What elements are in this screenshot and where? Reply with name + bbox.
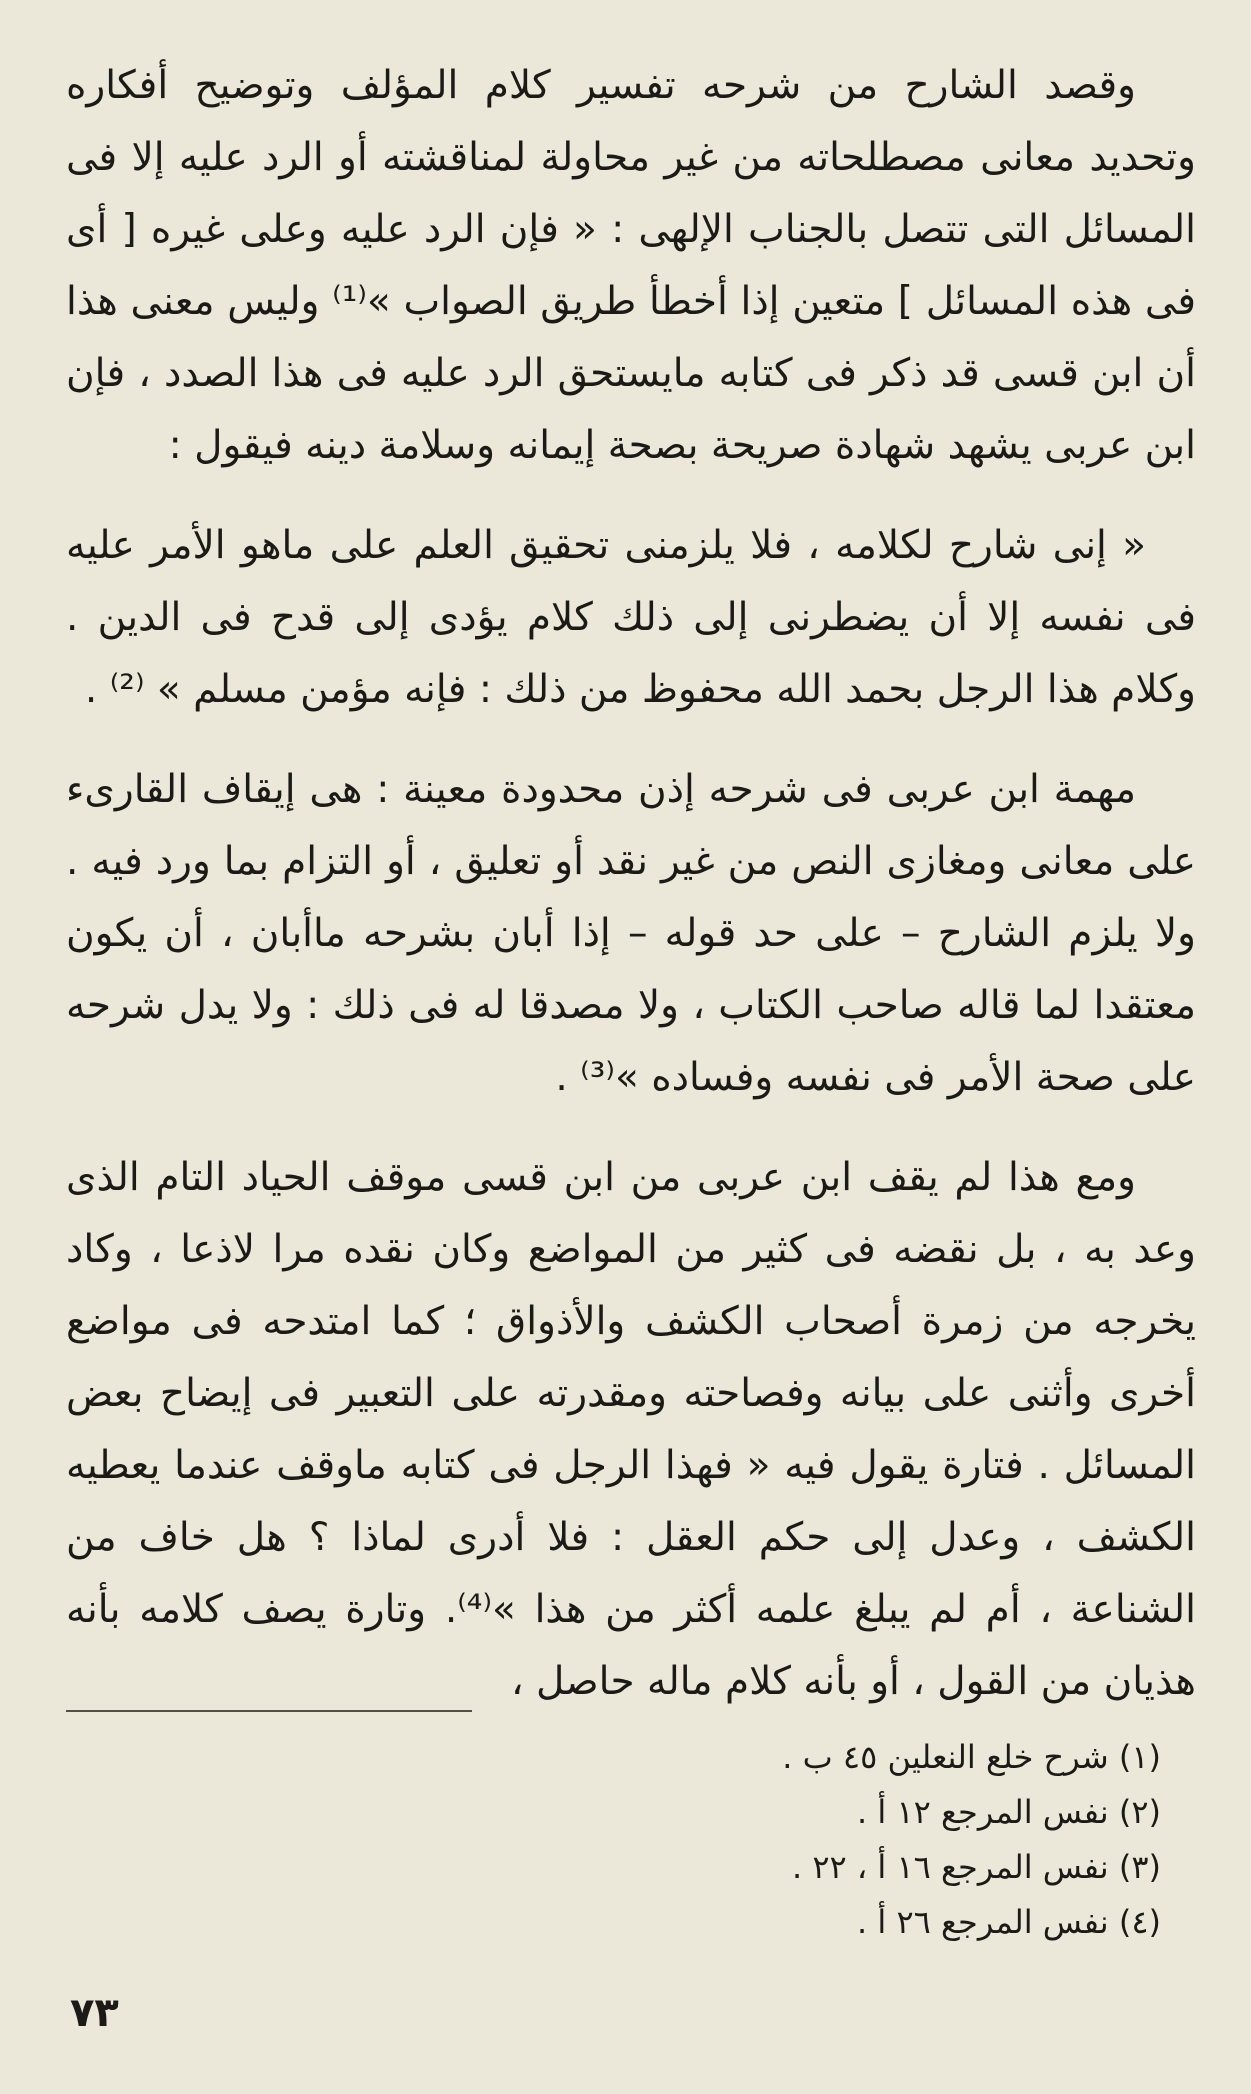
footnote-4: (٤) نفس المرجع ٢٦ أ .	[857, 1903, 1161, 1941]
page-number: ٧٣	[70, 1990, 119, 2036]
paragraph-3: مهمة ابن عربى فى شرحه إذن محدودة معينة : هى إيقاف القارىء على معانى ومغازى النص من غير نقد أو تعليق ، أو التزام بما ورد فيه . ولا يلزم الشارح – على حد قوله – إذا أبان بشرحه ماأبان ، أن يكون معتقدا لما قاله صاحب الكتاب ، ولا مصدقا له فى ذلك : ولا يدل شرحه على صحة الأمر فى نفسه وفساده »⁽³⁾ .	[66, 767, 1196, 1100]
footnote-separator	[66, 1710, 472, 1712]
footnotes	[361, 1730, 1161, 1950]
page-body	[66, 50, 1196, 1718]
footnote-1: (١) شرح خلع النعلين ٤٥ ب .	[782, 1738, 1161, 1776]
paragraph-4: ومع هذا لم يقف ابن عربى من ابن قسى موقف الحياد التام الذى وعد به ، بل نقضه فى كثير من المواضع وكان نقده مرا لاذعا ، وكاد يخرجه من زمرة أصحاب الكشف والأذواق ؛ كما امتدحه فى مواضع أخرى وأثنى على بيانه وفصاحته ومقدرته على التعبير فى إيضاح بعض المسائل . فتارة يقول فيه « فهذا الرجل فى كتابه ماوقف عندما يعطيه الكشف ، وعدل إلى حكم العقل : فلا أدرى لماذا ؟ هل خاف من الشناعة ، أم لم يبلغ علمه أكثر من هذا »⁽⁴⁾. وتارة يصف كلامه بأنه هذيان من القول ، أو بأنه كلام ماله حاصل ،	[66, 1155, 1196, 1704]
paragraph-1: وقصد الشارح من شرحه تفسير كلام المؤلف وتوضيح أفكاره وتحديد معانى مصطلحاته من غير محاولة لمناقشته أو الرد عليه إلا فى المسائل التى تتصل بالجناب الإلهى : « فإن الرد عليه وعلى غيره [ أى فى هذه المسائل ] متعين إذا أخطأ طريق الصواب »⁽¹⁾ وليس معنى هذا أن ابن قسى قد ذكر فى كتابه مايستحق الرد عليه فى هذا الصدد ، فإن ابن عربى يشهد شهادة صريحة بصحة إيمانه وسلامة دينه فيقول :	[66, 63, 1197, 468]
quotation-paragraph: « إنى شارح لكلامه ، فلا يلزمنى تحقيق العلم على ماهو الأمر عليه فى نفسه إلا أن يضطرنى إلى ذلك كلام يؤدى إلى قدح فى الدين . وكلام هذا الرجل بحمد الله محفوظ من ذلك : فإنه مؤمن مسلم » ⁽²⁾ .	[66, 523, 1196, 712]
footnote-3: (٣) نفس المرجع ١٦ أ ، ٢٢ .	[792, 1848, 1161, 1886]
footnote-2: (٢) نفس المرجع ١٢ أ .	[857, 1793, 1161, 1831]
